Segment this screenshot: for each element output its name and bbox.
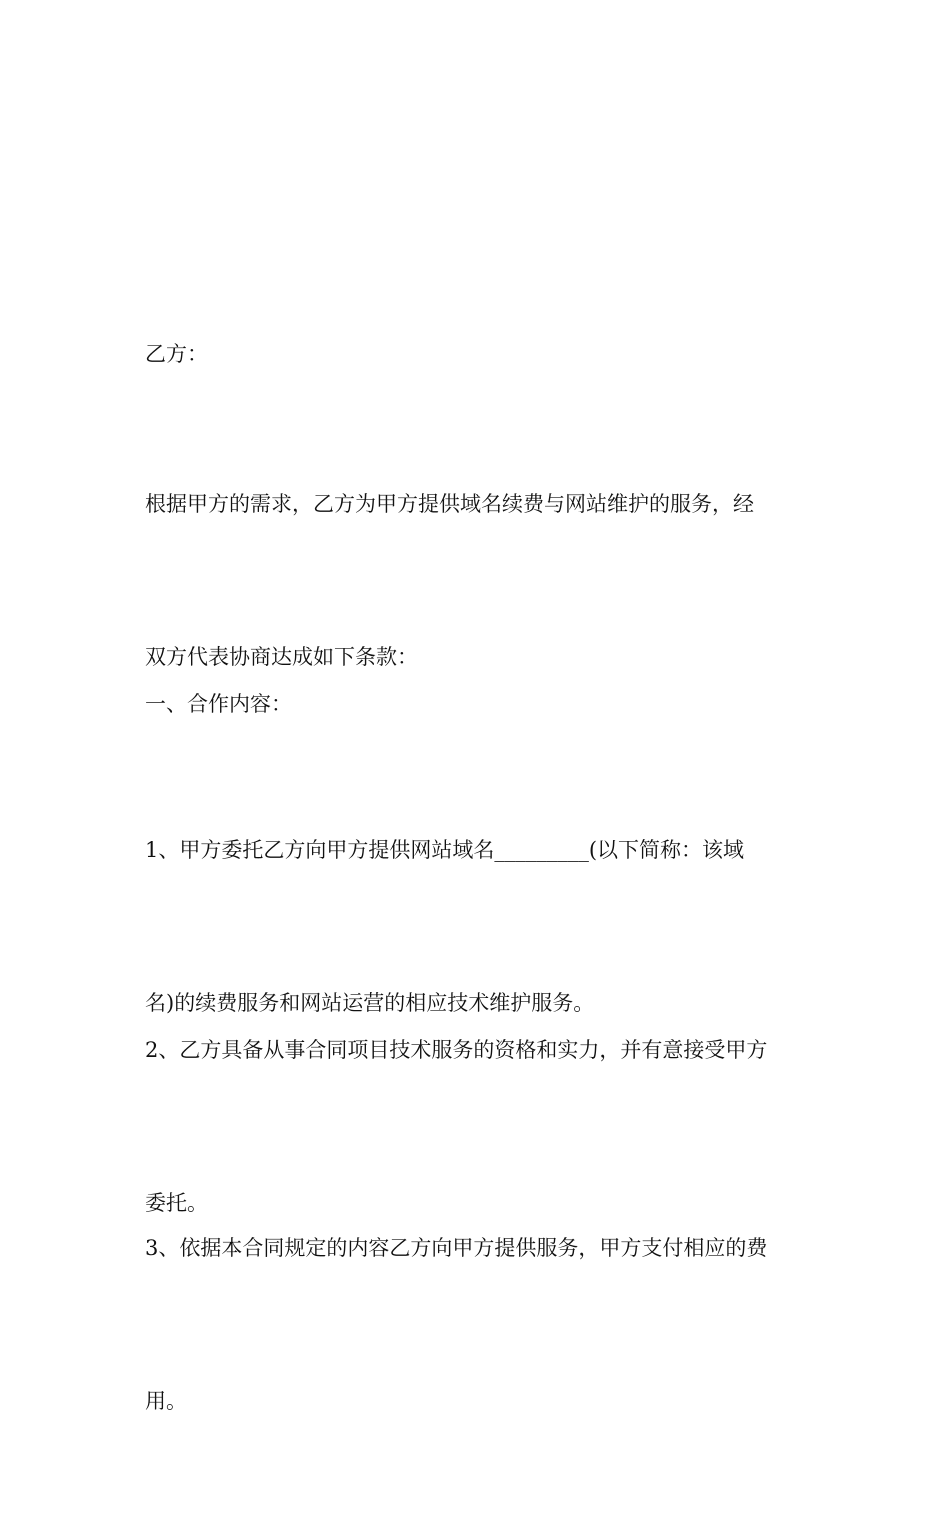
- clause-3-line-1: 3、依据本合同规定的内容乙方向甲方提供服务，甲方支付相应的费: [145, 1236, 768, 1260]
- clause-1-line-2: 名)的续费服务和网站运营的相应技术维护服务。: [145, 991, 595, 1015]
- clause-3-paragraph: [145, 1121, 810, 1529]
- clause-2-line-2: 委托。: [145, 1191, 208, 1215]
- section-heading-text: 一、合作内容：: [145, 692, 292, 716]
- party-b-text: 乙方：: [145, 342, 208, 366]
- clause-3-line-2: 用。: [145, 1389, 187, 1413]
- clause-2-line-1: 2、乙方具备从事合同项目技术服务的资格和实力，并有意接受甲方: [145, 1038, 768, 1062]
- preamble-line-2: 双方代表协商达成如下条款：: [145, 645, 418, 669]
- preamble-line-1: 根据甲方的需求，乙方为甲方提供域名续费与网站维护的服务，经: [145, 492, 754, 516]
- clause-1-line-1: 1、甲方委托乙方向甲方提供网站域名_________(以下简称：该域: [145, 838, 745, 862]
